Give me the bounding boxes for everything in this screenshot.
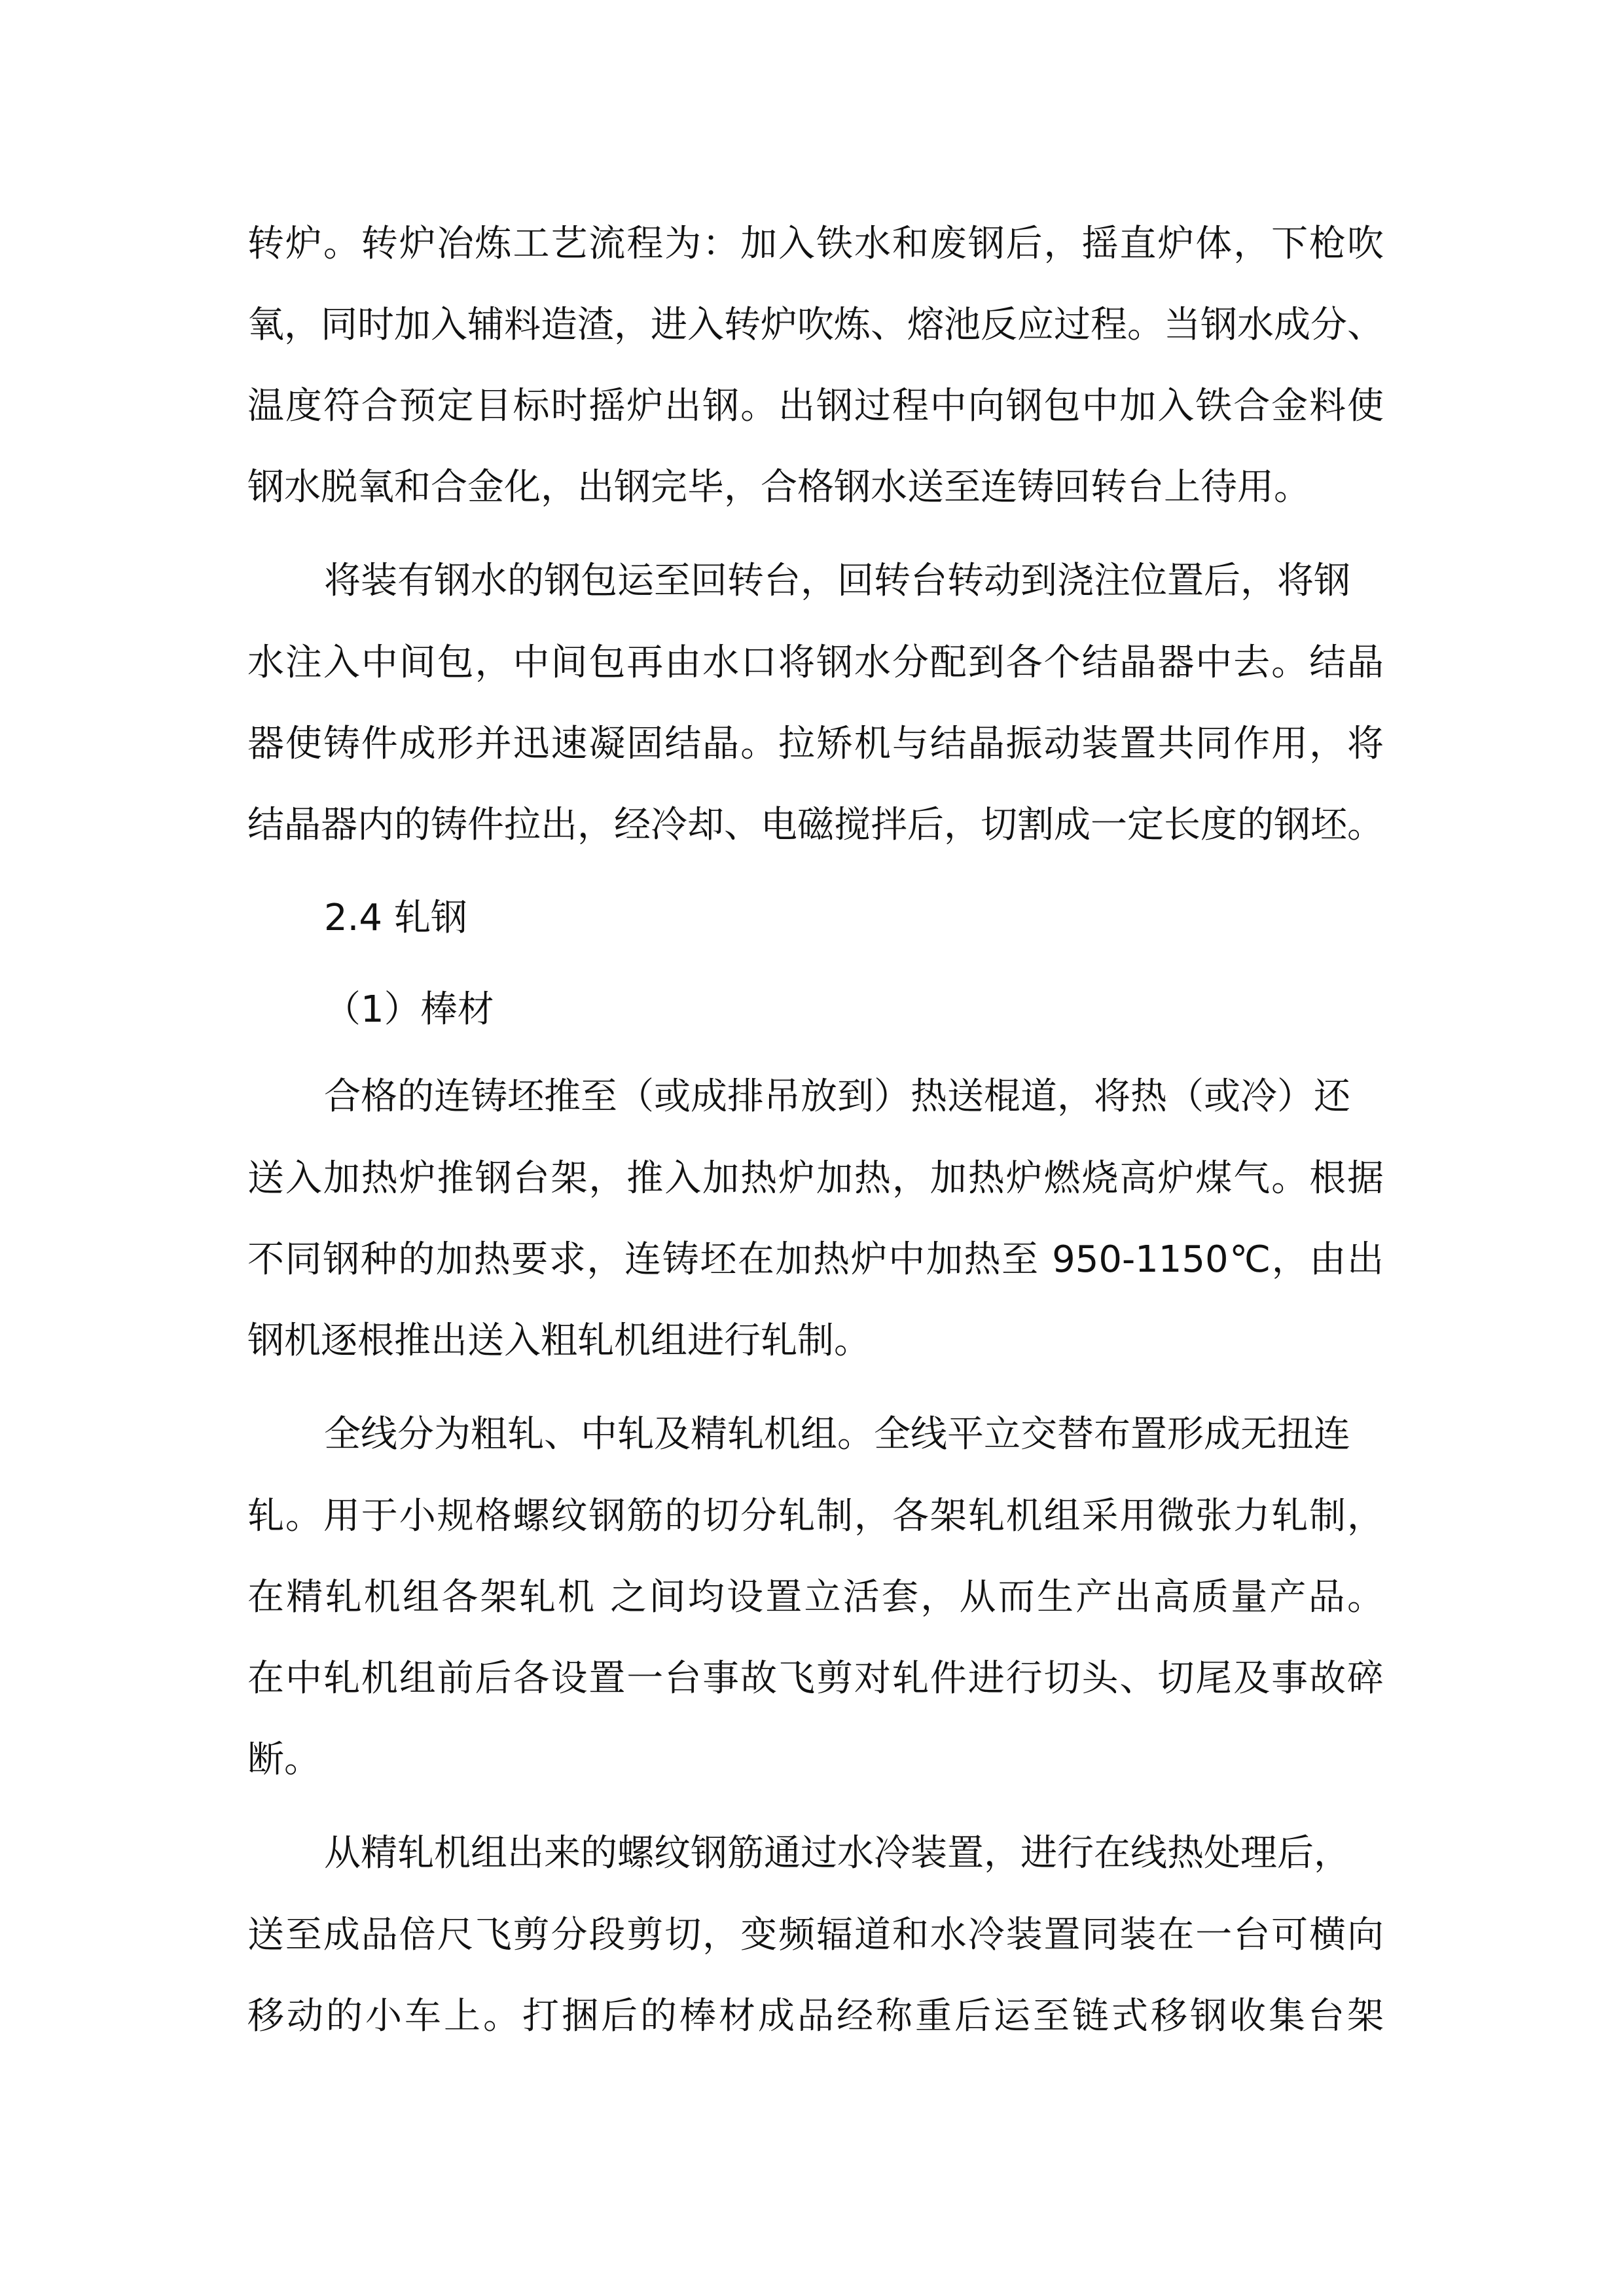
section-heading: 2.4 轧钢	[324, 897, 467, 939]
paragraph-line: 钢机逐根推出送入粗轧机组进行轧制。	[247, 1319, 871, 1362]
paragraph-line: 钢水脱氧和合金化，出钢完毕，合格钢水送至连铸回转台上待用。	[247, 466, 1310, 509]
paragraph-line: 结晶器内的铸件拉出，经冷却、电磁搅拌后，切割成一定长度的钢坯。	[247, 804, 1384, 846]
paragraph-first-line: 合格的连铸坯推至（或成排吊放到）热送棍道，将热（或冷）还	[324, 1075, 1350, 1118]
paragraph-line: 在中轧机组前后各设置一台事故飞剪对轧件进行切头、切尾及事故碎	[247, 1657, 1384, 1700]
paragraph-line: 送至成品倍尺飞剪分段剪切，变频辐道和水冷装置同装在一台可横向	[247, 1914, 1384, 1956]
paragraph-line: 移动的小车上。打捆后的棒材成品经称重后运至链式移钢收集台架	[247, 1995, 1384, 2037]
subsection-heading: （1）棒材	[324, 988, 494, 1031]
paragraph-line: 送入加热炉推钢台架，推入加热炉加热，加热炉燃烧高炉煤气。根据	[247, 1157, 1384, 1200]
paragraph-line: 器使铸件成形并迅速凝固结晶。拉矫机与结晶振动装置共同作用，将	[247, 723, 1384, 765]
paragraph-line: 氧，同时加入辅料造渣，进入转炉吹炼、熔池反应过程。当钢水成分、	[247, 304, 1384, 346]
paragraph-line: 在精轧机组各架轧机 之间均设置立活套，从而生产出高质量产品。	[247, 1576, 1384, 1619]
paragraph-line: 轧。用于小规格螺纹钢筋的切分轧制，各架轧机组采用微张力轧制，	[247, 1495, 1384, 1537]
paragraph-line: 转炉。转炉冶炼工艺流程为：加入铁水和废钢后，摇直炉体，下枪吹	[247, 223, 1384, 265]
paragraph-line: 水注入中间包，中间包再由水口将钢水分配到各个结晶器中去。结晶	[247, 641, 1384, 684]
paragraph-first-line: 从精轧机组出来的螺纹钢筋通过水冷装置，进行在线热处理后，	[324, 1832, 1350, 1874]
paragraph-first-line: 将装有钢水的钢包运至回转台，回转台转动到浇注位置后，将钢	[324, 560, 1350, 602]
paragraph-line: 温度符合预定目标时摇炉出钢。出钢过程中向钢包中加入铁合金料使	[247, 385, 1384, 427]
paragraph-line: 不同钢种的加热要求，连铸坯在加热炉中加热至 950-1150℃，由出	[247, 1238, 1384, 1281]
paragraph-line: 断。	[247, 1738, 321, 1781]
paragraph-first-line: 全线分为粗轧、中轧及精轧机组。全线平立交替布置形成无扭连	[324, 1413, 1350, 1456]
